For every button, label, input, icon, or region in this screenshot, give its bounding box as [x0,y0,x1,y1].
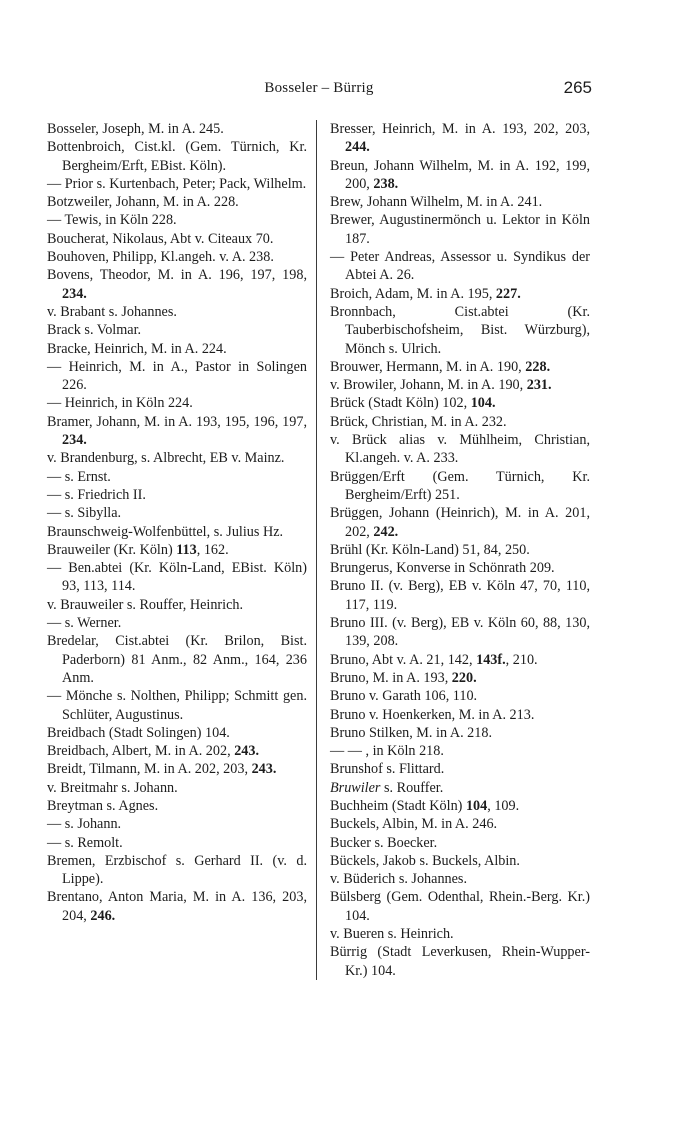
entry-text: Bruno II. (v. Berg), EB v. Köln 47, 70, 110, 117, 119. [330,578,590,613]
index-entry [330,834,590,852]
left-column [47,120,307,925]
index-entry [47,266,307,303]
index-entry [47,413,307,450]
entry-text: v. Brandenburg, s. Albrecht, EB v. Mainz. [47,450,285,467]
entry-text: — s. Werner. [47,615,122,632]
entry-text: Bredelar, Cist.abtei (Kr. Brilon, Bist. Paderborn) 81 Anm., 82 Anm., 164, 236 Anm. [47,633,307,686]
entry-text: Bülsberg (Gem. Odenthal, Rhein.-Berg. Kr.) 104. [330,889,590,924]
index-entry [47,175,307,193]
index-entry [330,669,590,687]
index-entry [330,541,590,559]
index-entry [47,760,307,778]
index-entry [330,431,590,468]
entry-text: Brewer, Augustinermönch u. Lektor in Köln 187. [330,212,590,247]
index-entry [330,687,590,705]
index-entry [47,815,307,833]
entry-text: Breytman s. Agnes. [47,797,159,814]
entry-main-reference: 234. [62,432,87,449]
entry-text: v. Brabant s. Johannes. [47,303,177,320]
index-entry [47,138,307,175]
page-header [46,80,592,102]
entry-text: Breidbach (Stadt Solingen) 104. [47,724,230,741]
index-entry [330,211,590,248]
entry-text: Boucherat, Nikolaus, Abt v. Citeaux 70. [47,230,274,247]
page-number: 265 [563,78,592,97]
entry-main-reference: 227. [495,285,521,302]
index-entry [330,760,590,778]
entry-main-reference: 231. [526,377,552,394]
entry-italic-term: Bruwiler [330,779,381,796]
entry-text-after: , 210. [505,651,538,668]
index-entry [47,468,307,486]
index-entry [330,706,590,724]
index-entry [330,925,590,943]
entry-text: Broich, Adam, M. in A. 195, [330,285,496,302]
index-entry [47,687,307,724]
entry-text: Brack s. Volmar. [47,322,142,339]
entry-text: Buchheim (Stadt Köln) [330,797,466,814]
entry-text: Breidbach, Albert, M. in A. 202, [47,743,235,760]
entry-text: Bruno Stilken, M. in A. 218. [330,724,492,741]
index-entry [47,340,307,358]
entry-text: — Ben.abtei (Kr. Köln-Land, EBist. Köln) 93, 113, 114. [47,560,307,595]
entry-text: v. Browiler, Johann, M. in A. 190, [330,377,527,394]
entry-text: — s. Friedrich II. [47,486,146,503]
index-entry [47,797,307,815]
entry-text: Bracke, Heinrich, M. in A. 224. [47,340,227,357]
entry-text: Bruno III. (v. Berg), EB v. Köln 60, 88, 130, 139, 208. [330,615,590,650]
index-entry [47,523,307,541]
entry-text: Bosseler, Joseph, M. in A. 245. [47,121,224,137]
entry-text: Brunshof s. Flittard. [330,761,445,778]
entry-main-reference: 104 [465,797,488,814]
entry-text: Breun, Johann Wilhelm, M. in A. 192, 199, 200, [330,157,590,192]
entry-text: Brauweiler (Kr. Köln) [47,541,177,558]
running-head: Bosseler – Bürrig [264,80,374,96]
entry-text: Bucker s. Boecker. [330,834,438,851]
index-entry [330,797,590,815]
entry-text: Bürrig (Stadt Leverkusen, Rhein-Wupper-Kr.) 104. [330,944,590,979]
entry-text: — Peter Andreas, Assessor u. Syndikus der Abtei A. 26. [330,249,590,284]
entry-text: v. Brauweiler s. Rouffer, Heinrich. [47,596,244,613]
entry-text: Bruno, Abt v. A. 21, 142, [330,651,477,668]
entry-text: — s. Sibylla. [47,505,122,522]
index-entry [330,577,590,614]
entry-text: v. Büderich s. Johannes. [330,871,467,888]
entry-text: Brück, Christian, M. in A. 232. [330,413,507,430]
index-entry [47,486,307,504]
index-entry [330,742,590,760]
entry-main-reference: 228. [525,358,551,375]
entry-text: — Heinrich, M. in A., Pastor in Solingen 226. [47,358,307,394]
entry-text: Bottenbroich, Cist.kl. (Gem. Türnich, Kr. Bergheim/Erft, EBist. Köln). [47,139,307,174]
entry-main-reference: 234. [62,285,87,302]
entry-text: — Heinrich, in Köln 224. [47,395,193,412]
index-entry [47,449,307,467]
entry-main-reference: 220. [451,669,477,686]
entry-text: Brentano, Anton Maria, M. in A. 136, 203, 204, [47,889,307,924]
entry-text: — s. Remolt. [47,834,123,851]
index-entry [47,632,307,687]
index-entry [330,614,590,651]
entry-text: Bruno v. Garath 106, 110. [330,688,478,705]
entry-text-after: , 162. [196,541,229,558]
index-entry [330,303,590,358]
index-entry [47,541,307,559]
entry-text: Brück (Stadt Köln) 102, [330,395,471,412]
index-entry [330,870,590,888]
entry-main-reference: 104. [470,395,496,412]
entry-text: Bruno, M. in A. 193, [330,669,452,686]
index-entry [330,651,590,669]
entry-main-reference: 143f. [476,651,506,668]
index-entry [47,303,307,321]
index-entry [330,559,590,577]
entry-text: Brungerus, Konverse in Schönrath 209. [330,560,555,577]
index-entry [47,834,307,852]
entry-main-reference: 243. [234,743,260,760]
entry-text-after: , 109. [487,797,520,814]
entry-text: Braunschweig-Wolfenbüttel, s. Julius Hz. [47,523,284,540]
index-entry [47,394,307,412]
entry-text: Breidt, Tilmann, M. in A. 202, 203, [47,761,252,778]
entry-text: Bresser, Heinrich, M. in A. 193, 202, 203, [330,121,590,137]
entry-text: — s. Ernst. [47,468,111,485]
entry-text: — Prior s. Kurtenbach, Peter; Pack, Wilhelm. [47,175,307,192]
index-entry [330,248,590,285]
index-entry [47,120,307,138]
index-entry [330,413,590,431]
entry-text: Brew, Johann Wilhelm, M. in A. 241. [330,194,543,211]
entry-text: Bovens, Theodor, M. in A. 196, 197, 198, [47,267,307,284]
entry-text: Brühl (Kr. Köln-Land) 51, 84, 250. [330,541,530,558]
index-entry [330,779,590,797]
entry-text: — — , in Köln 218. [330,743,444,760]
entry-text: v. Breitmahr s. Johann. [47,779,178,796]
right-column [330,120,590,980]
index-entry [47,888,307,925]
entry-text: Bückels, Jakob s. Buckels, Albin. [330,852,520,869]
index-entry [47,779,307,797]
index-entry [47,248,307,266]
entry-text: Bouhoven, Philipp, Kl.angeh. v. A. 238. [47,249,274,266]
index-entry [330,358,590,376]
index-entry [47,358,307,395]
index-entry [47,724,307,742]
index-entry [330,504,590,541]
entry-main-reference: 242. [373,523,399,540]
index-entry [330,376,590,394]
entry-text: Bramer, Johann, M. in A. 193, 195, 196, 197, [47,413,307,430]
index-entry [47,614,307,632]
entry-main-reference: 113 [176,541,197,558]
index-entry [330,120,590,157]
entry-main-reference: 238. [373,175,399,192]
index-entry [47,230,307,248]
entry-text: Bruno v. Hoenkerken, M. in A. 213. [330,706,535,723]
index-entry [330,193,590,211]
index-entry [330,285,590,303]
entry-text: Brouwer, Hermann, M. in A. 190, [330,358,526,375]
index-entry [330,888,590,925]
index-entry [330,724,590,742]
entry-text: Bronnbach, Cist.abtei (Kr. Tauberbischofsheim, Bist. Würzburg), Mönch s. Ulrich. [330,303,590,357]
index-entry [47,504,307,522]
index-entry [330,852,590,870]
entry-main-reference: 244. [345,139,370,156]
index-entry [47,742,307,760]
entry-text: Brüggen/Erft (Gem. Türnich, Kr. Bergheim/Erft) 251. [330,468,590,503]
column-divider [316,120,317,980]
index-entry [47,596,307,614]
entry-text: — Tewis, in Köln 228. [47,212,177,229]
index-entry [330,157,590,194]
index-entry [330,943,590,980]
entry-text: — s. Johann. [47,816,122,833]
entry-text: — Mönche s. Nolthen, Philipp; Schmitt gen. Schlüter, Augustinus. [47,688,307,723]
entry-text: Brüggen, Johann (Heinrich), M. in A. 201, 202, [330,505,590,540]
index-entry [47,211,307,229]
entry-text: Bremen, Erzbischof s. Gerhard II. (v. d. Lippe). [47,852,307,888]
index-entry [47,559,307,596]
entry-text: v. Brück alias v. Mühlheim, Christian, Kl.angeh. v. A. 233. [330,432,590,467]
entry-text: Botzweiler, Johann, M. in A. 228. [47,194,239,211]
entry-main-reference: 243. [251,761,277,778]
entry-text: v. Bueren s. Heinrich. [330,926,454,943]
entry-main-reference: 246. [90,907,116,924]
index-entry [47,193,307,211]
index-entry [47,852,307,889]
entry-text: Buckels, Albin, M. in A. 246. [330,816,498,833]
index-entry [330,394,590,412]
index-entry [330,815,590,833]
entry-text: s. Rouffer. [380,779,444,796]
index-entry [330,468,590,505]
index-entry [47,321,307,339]
